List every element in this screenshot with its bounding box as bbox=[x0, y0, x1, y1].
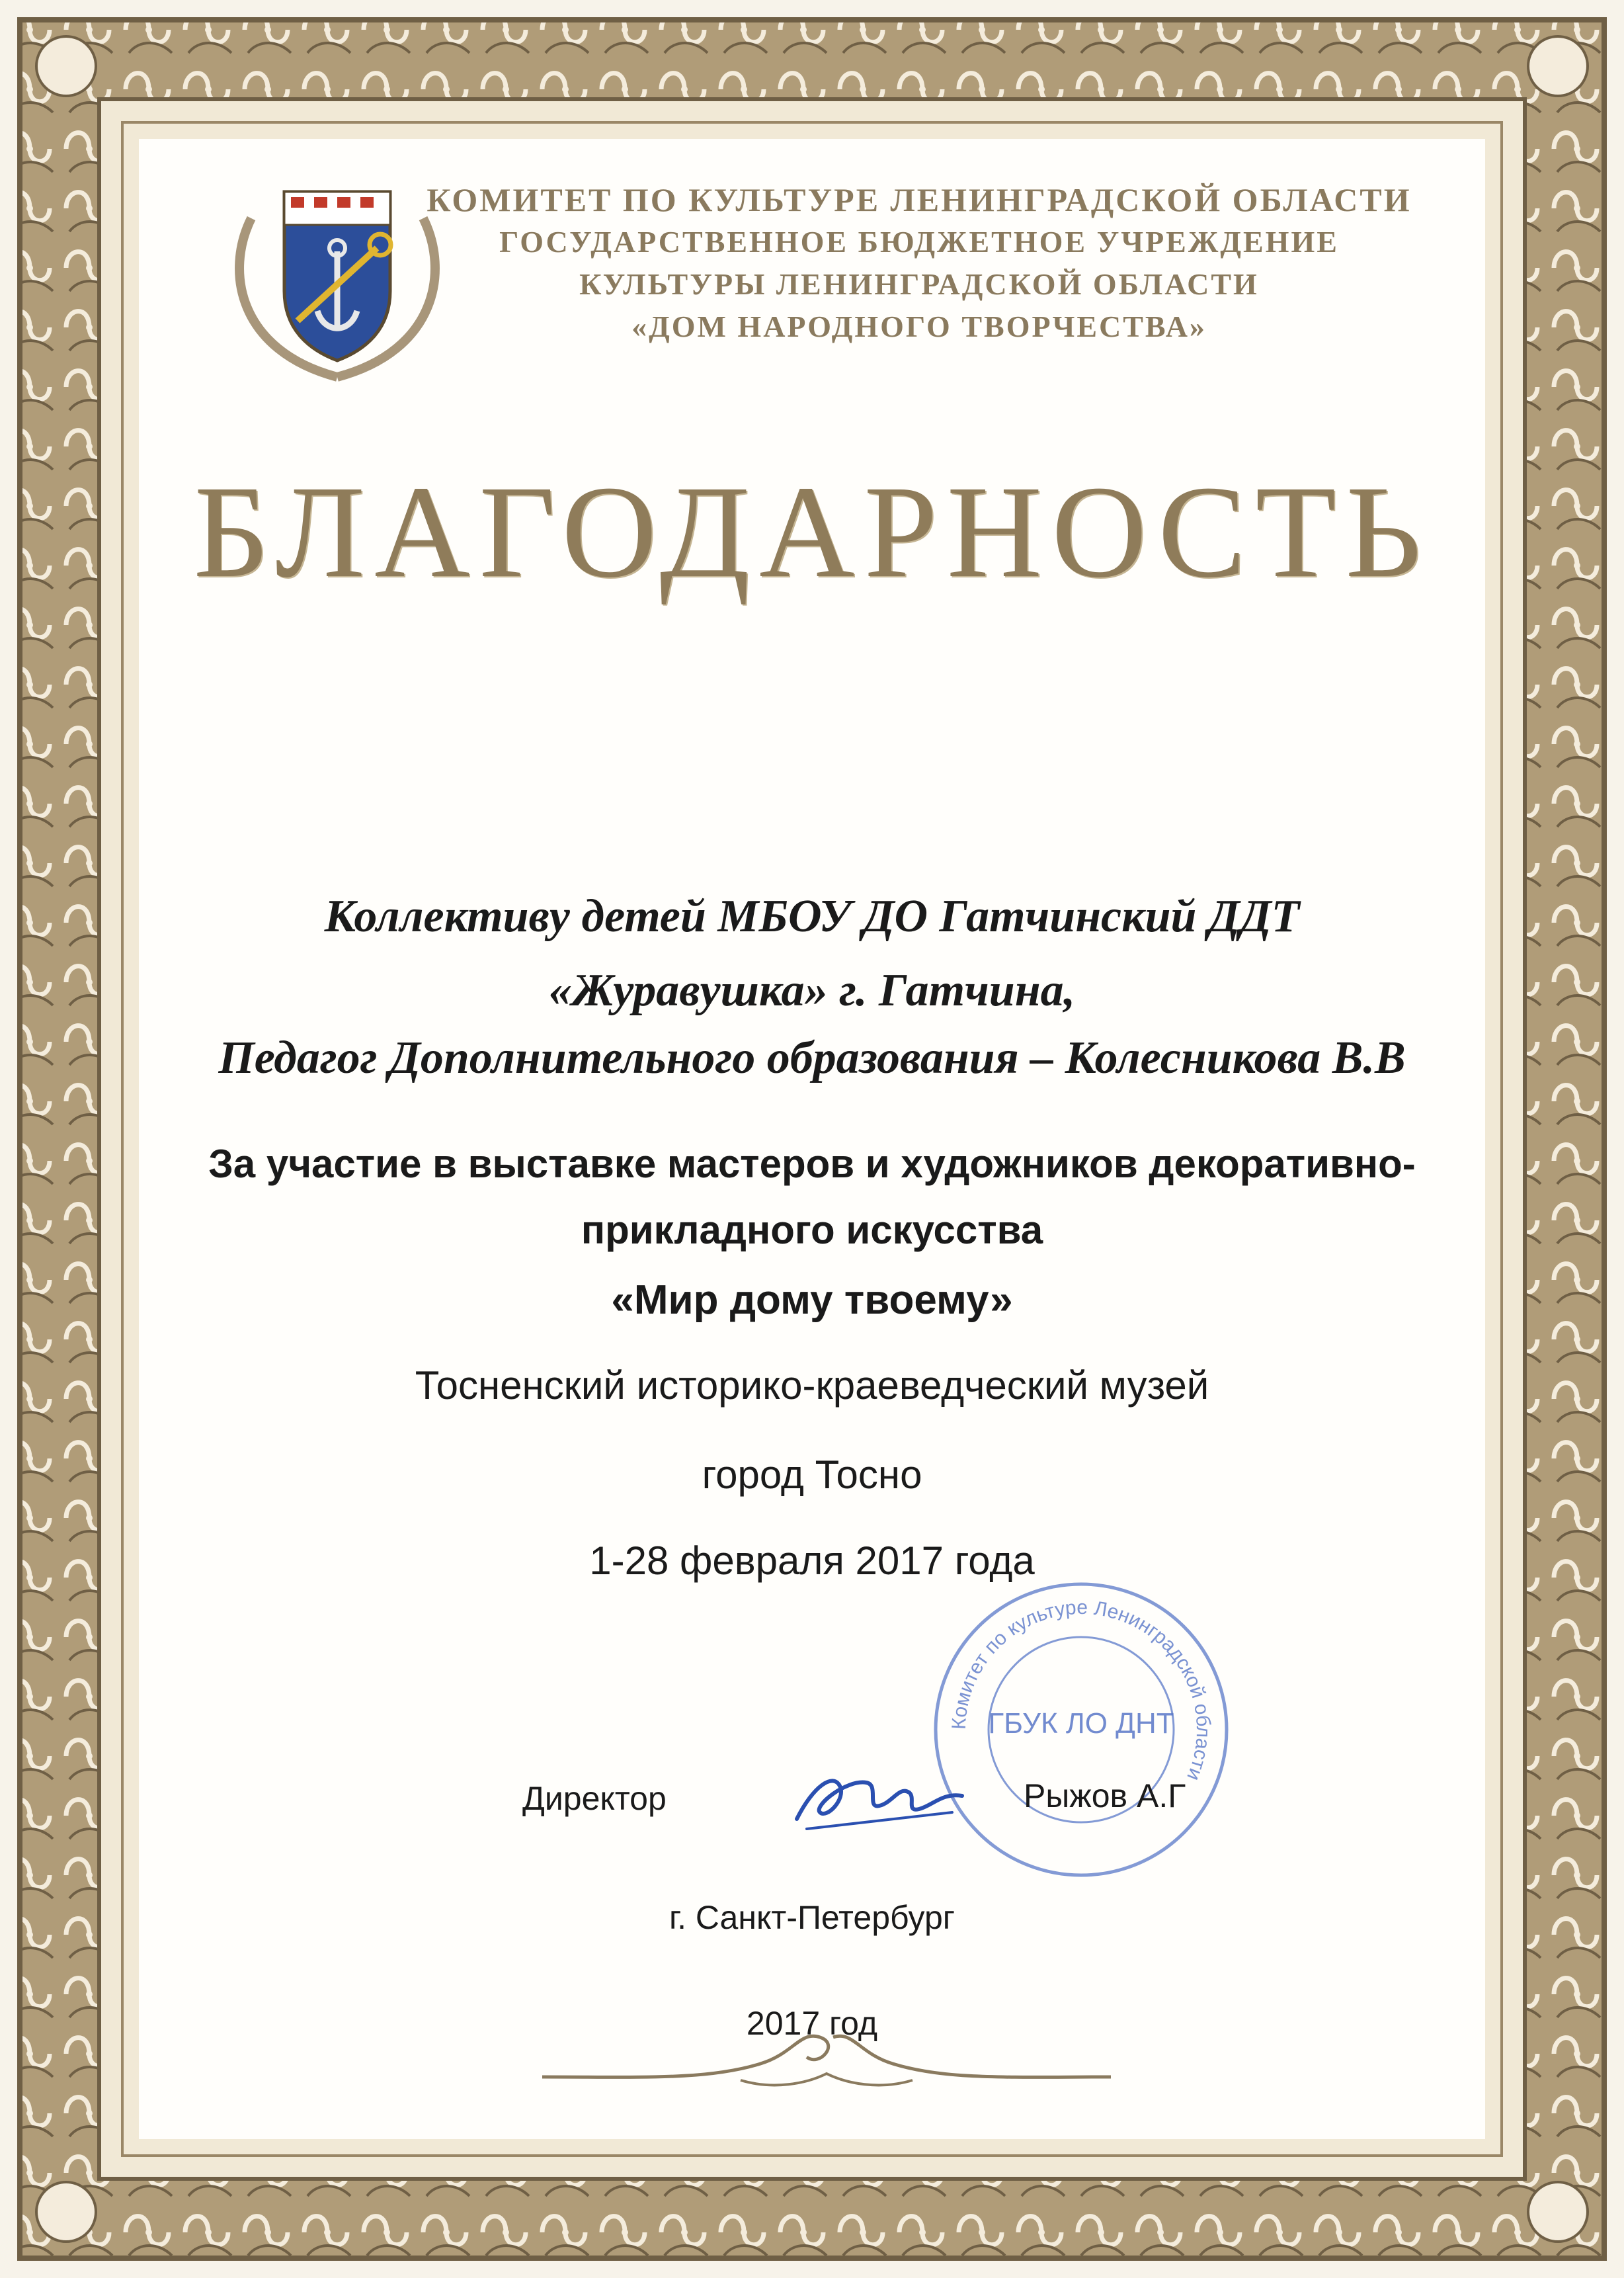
coat-of-arms-icon bbox=[225, 179, 450, 390]
org-line-house: «ДОМ НАРОДНОГО ТВОРЧЕСТВА» bbox=[631, 310, 1207, 343]
org-line-institution: ГОСУДАРСТВЕННОЕ БЮДЖЕТНОЕ УЧРЕЖДЕНИЕ bbox=[499, 225, 1339, 259]
issue-year: 2017 год bbox=[746, 2005, 878, 2042]
director-name: Рыжов А.Г bbox=[1024, 1777, 1186, 1814]
reason bbox=[151, 1131, 1473, 1263]
dates: 1-28 февраля 2017 года bbox=[589, 1539, 1035, 1583]
director-label: Директор bbox=[522, 1780, 667, 1817]
certificate-title: БЛАГОДАРНОСТЬ bbox=[193, 459, 1431, 605]
stamp-outer-text: Комитет по культуре Ленинградской области bbox=[948, 1596, 1215, 1784]
stamp-center-text: ГБУК ЛО ДНТ bbox=[988, 1707, 1174, 1740]
signature-row bbox=[0, 1766, 1624, 1845]
teacher-line: Педагог Дополнительного образования – Колесникова В.В bbox=[218, 1033, 1406, 1083]
recipient-line-1: Коллективу детей МБОУ ДО Гатчинский ДДТ bbox=[324, 891, 1300, 942]
venue: Тосненский историко-краеведческий музей bbox=[415, 1363, 1209, 1408]
recipient bbox=[151, 880, 1473, 1028]
svg-text:Комитет по культуре Ленинградс bbox=[948, 1597, 1214, 1784]
organization-name bbox=[423, 179, 1415, 348]
handwritten-signature bbox=[787, 1746, 972, 1845]
org-line-region: КУЛЬТУРЫ ЛЕНИНГРАДСКОЙ ОБЛАСТИ bbox=[579, 267, 1259, 301]
exhibition-name: «Мир дому твоему» bbox=[611, 1277, 1013, 1323]
org-line-committee: КОМИТЕТ ПО КУЛЬТУРЕ ЛЕНИНГРАДСКОЙ ОБЛАСТИ bbox=[426, 181, 1412, 218]
recipient-line-2: «Журавушка» г. Гатчина, bbox=[548, 965, 1076, 1016]
issue-place: г. Санкт-Петербург bbox=[669, 1899, 955, 1936]
reason-line-1: За участие в выставке мастеров и художников декоративно- bbox=[208, 1142, 1416, 1186]
header bbox=[225, 179, 1428, 397]
reason-line-2: прикладного искусства bbox=[581, 1208, 1043, 1252]
city: город Тосно bbox=[702, 1453, 922, 1497]
